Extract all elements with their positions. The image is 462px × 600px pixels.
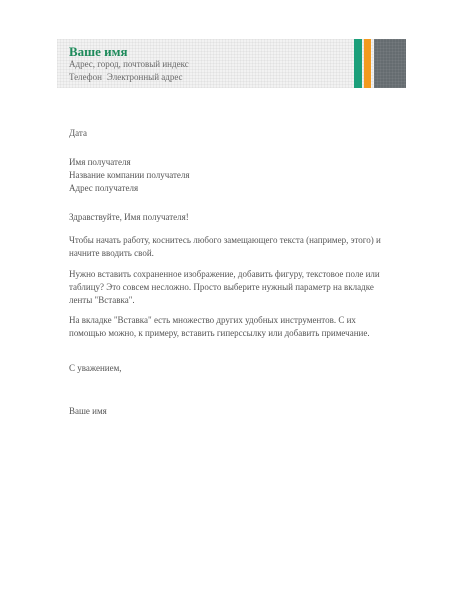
paragraph-1-line-2[interactable]: начните вводить свой. <box>69 248 154 258</box>
sender-name[interactable]: Ваше имя <box>69 44 128 59</box>
accent-block-gray <box>374 39 406 88</box>
sender-contact <box>69 72 183 82</box>
recipient-address[interactable]: Адрес получателя <box>69 183 139 193</box>
letter-date[interactable]: Дата <box>69 128 87 138</box>
paragraph-3-line-1[interactable]: На вкладке "Вставка" есть множество других удобных инструментов. С их <box>69 315 356 325</box>
paragraph-3-line-2[interactable]: помощью можно, к примеру, вставить гиперссылку или добавить примечание. <box>69 328 370 338</box>
sender-email[interactable]: Электронный адрес <box>106 72 183 82</box>
greeting[interactable]: Здравствуйте, Имя получателя! <box>69 212 189 222</box>
closing[interactable]: С уважением, <box>69 363 122 373</box>
paragraph-2-line-1[interactable]: Нужно вставить сохраненное изображение, добавить фигуру, текстовое поле или <box>69 269 380 279</box>
paragraph-1-line-1[interactable]: Чтобы начать работу, коснитесь любого замещающего текста (например, этого) и <box>69 235 381 245</box>
accent-stripe-green <box>354 39 362 88</box>
signature-name[interactable]: Ваше имя <box>69 406 107 416</box>
recipient-name[interactable]: Имя получателя <box>69 157 131 167</box>
paragraph-2-line-3[interactable]: ленты "Вставка". <box>69 295 135 305</box>
sender-phone[interactable]: Телефон <box>69 72 102 82</box>
recipient-company[interactable]: Название компании получателя <box>69 170 190 180</box>
accent-stripe-orange <box>364 39 371 88</box>
paragraph-2-line-2[interactable]: таблицу? Это совсем несложно. Просто выберите нужный параметр на вкладке <box>69 282 374 292</box>
sender-address[interactable]: Адрес, город, почтовый индекс <box>69 59 189 69</box>
